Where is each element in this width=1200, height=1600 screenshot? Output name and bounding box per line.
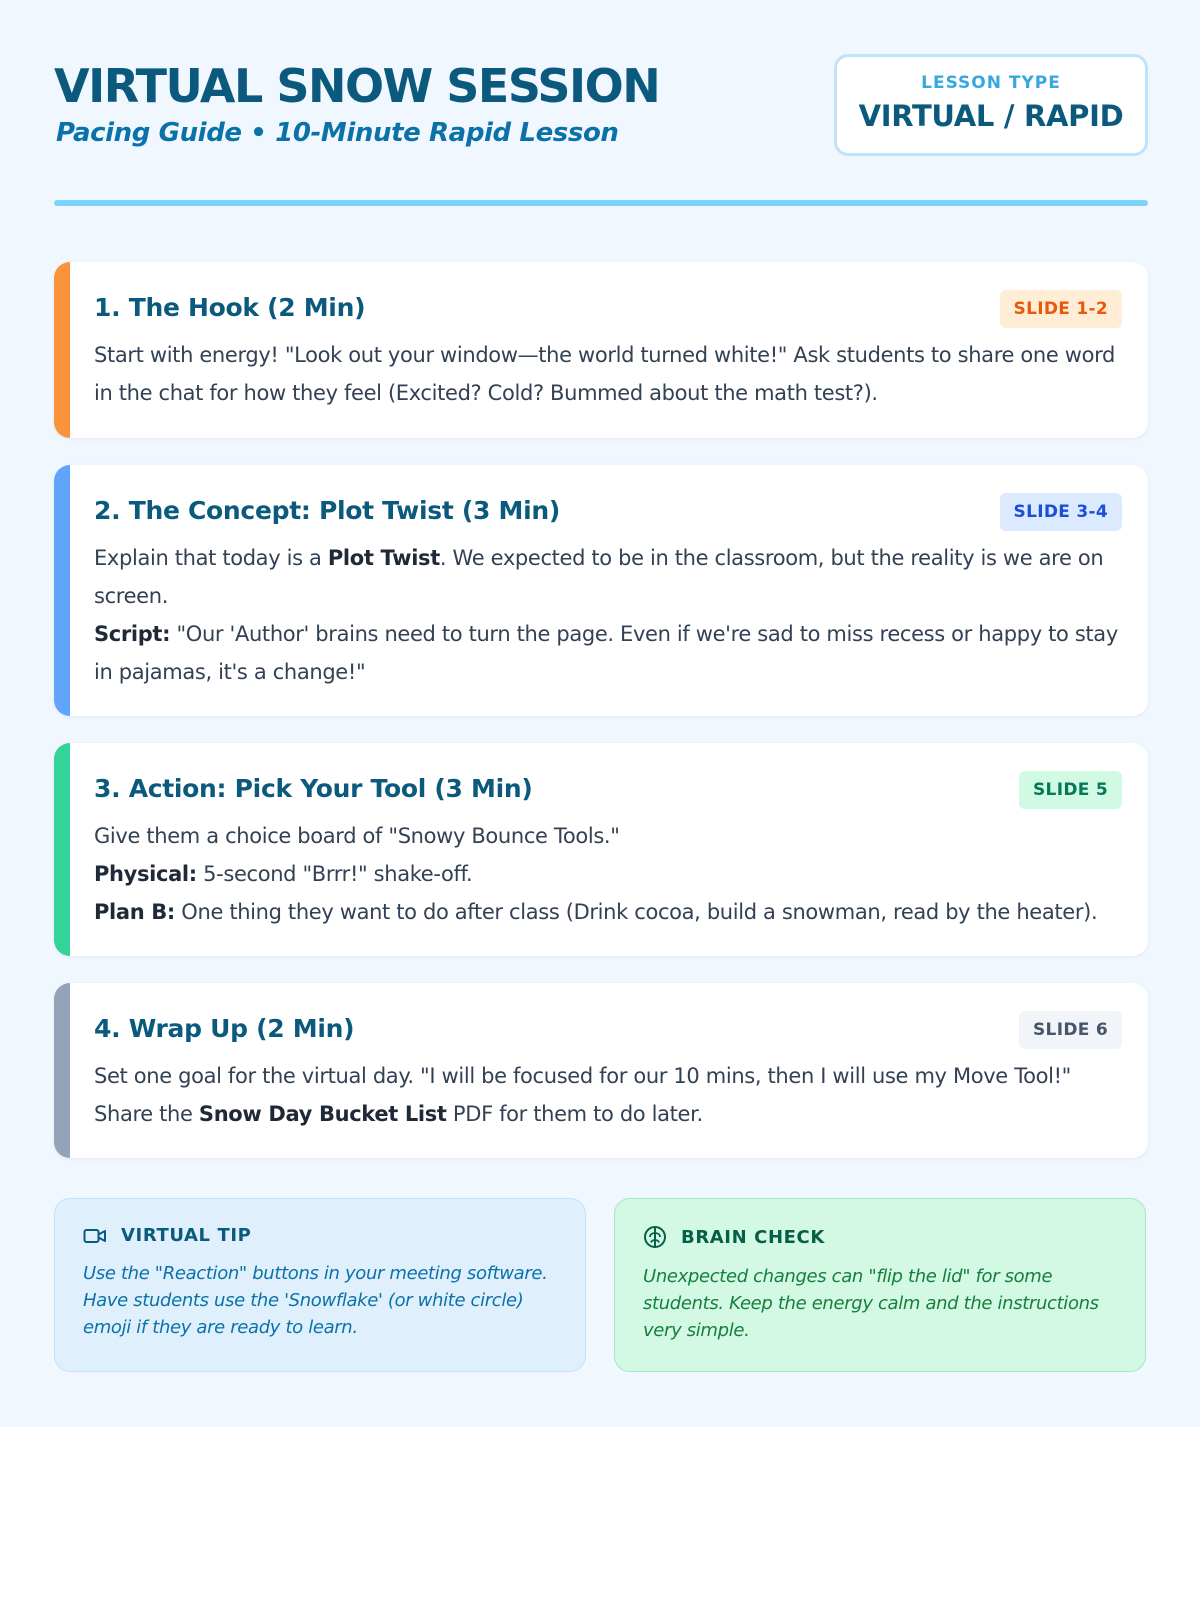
virtual-tip-text: Use the "Reaction" buttons in your meeting software. Have students use the 'Snowflake' (or white circle) emoji if they are ready to learn. <box>83 1263 548 1338</box>
step-card-hook <box>54 262 1148 438</box>
step-paragraph: Set one goal for the virtual day. "I will be focused for our 10 mins, then I will use my Move Tool!" <box>94 1064 1071 1088</box>
step-plan-b <box>94 893 1122 931</box>
virtual-tip-header <box>83 1225 557 1246</box>
step-title: 4. Wrap Up (2 Min) <box>94 1014 355 1043</box>
lesson-type-value: VIRTUAL / RAPID <box>858 99 1124 133</box>
brain-check-header <box>643 1225 1117 1249</box>
plan-b-text: One thing they want to do after class (Drink cocoa, build a snowman, read by the heater). <box>174 900 1098 924</box>
lesson-type-box <box>834 54 1148 156</box>
slide-badge: SLIDE 5 <box>1019 771 1122 809</box>
brain-icon <box>643 1225 667 1249</box>
step-paragraph: Give them a choice board of "Snowy Bounce Tools." <box>94 824 620 848</box>
slide-badge: SLIDE 1-2 <box>1000 290 1122 328</box>
brain-check-box <box>614 1198 1146 1372</box>
script-text: "Our 'Author' brains need to turn the page. Even if we're sad to miss recess or happy to stay in pajamas, it's a change!" <box>94 622 1118 684</box>
step-body <box>94 1057 1122 1133</box>
brain-check-heading: BRAIN CHECK <box>681 1226 825 1248</box>
header <box>54 54 1148 164</box>
header-divider <box>54 200 1148 206</box>
page-title: VIRTUAL SNOW SESSION <box>54 59 660 113</box>
text-run: Explain that today is a <box>94 546 328 570</box>
bold-term: Snow Day Bucket List <box>198 1102 447 1126</box>
virtual-tip-box <box>54 1198 586 1372</box>
text-run: PDF for them to do later. <box>446 1102 703 1126</box>
script-label: Script: <box>94 622 171 646</box>
slide-badge: SLIDE 3-4 <box>1000 493 1122 531</box>
step-paragraph: Start with energy! "Look out your window—the world turned white!" Ask students to share one word in the chat for how they feel (Excited? Cold? Bummed about the math test?). <box>94 343 1115 405</box>
bold-term: Plot Twist <box>327 546 440 570</box>
video-camera-icon <box>83 1226 107 1246</box>
page-subtitle: Pacing Guide • 10-Minute Rapid Lesson <box>56 118 619 148</box>
step-card-action <box>54 743 1148 956</box>
step-body <box>94 539 1122 691</box>
virtual-tip-heading: VIRTUAL TIP <box>121 1225 252 1246</box>
step-script <box>94 615 1122 691</box>
step-physical <box>94 855 1122 893</box>
step-card-wrap-up <box>54 983 1148 1158</box>
slide-badge: SLIDE 6 <box>1019 1011 1122 1049</box>
text-run: Share the <box>94 1102 199 1126</box>
step-accent-bar <box>54 262 70 438</box>
plan-b-label: Plan B: <box>94 900 175 924</box>
step-accent-bar <box>54 983 70 1158</box>
brain-check-text: Unexpected changes can "flip the lid" for some students. Keep the energy calm and the instructions very simple. <box>643 1266 1099 1341</box>
text-run: . We expected to be in the classroom, but the reality is we are on screen. <box>94 546 1104 608</box>
step-body <box>94 817 1122 931</box>
lesson-type-label: LESSON TYPE <box>921 73 1061 93</box>
step-accent-bar <box>54 465 70 716</box>
physical-text: 5-second "Brrr!" shake-off. <box>196 862 473 886</box>
step-title: 2. The Concept: Plot Twist (3 Min) <box>94 496 560 525</box>
step-body <box>94 336 1122 412</box>
step-card-concept <box>54 465 1148 716</box>
step-paragraph <box>94 1095 1122 1133</box>
physical-label: Physical: <box>94 862 197 886</box>
step-accent-bar <box>54 743 70 956</box>
step-title: 3. Action: Pick Your Tool (3 Min) <box>94 774 533 803</box>
step-title: 1. The Hook (2 Min) <box>94 293 366 322</box>
step-paragraph <box>94 539 1122 615</box>
